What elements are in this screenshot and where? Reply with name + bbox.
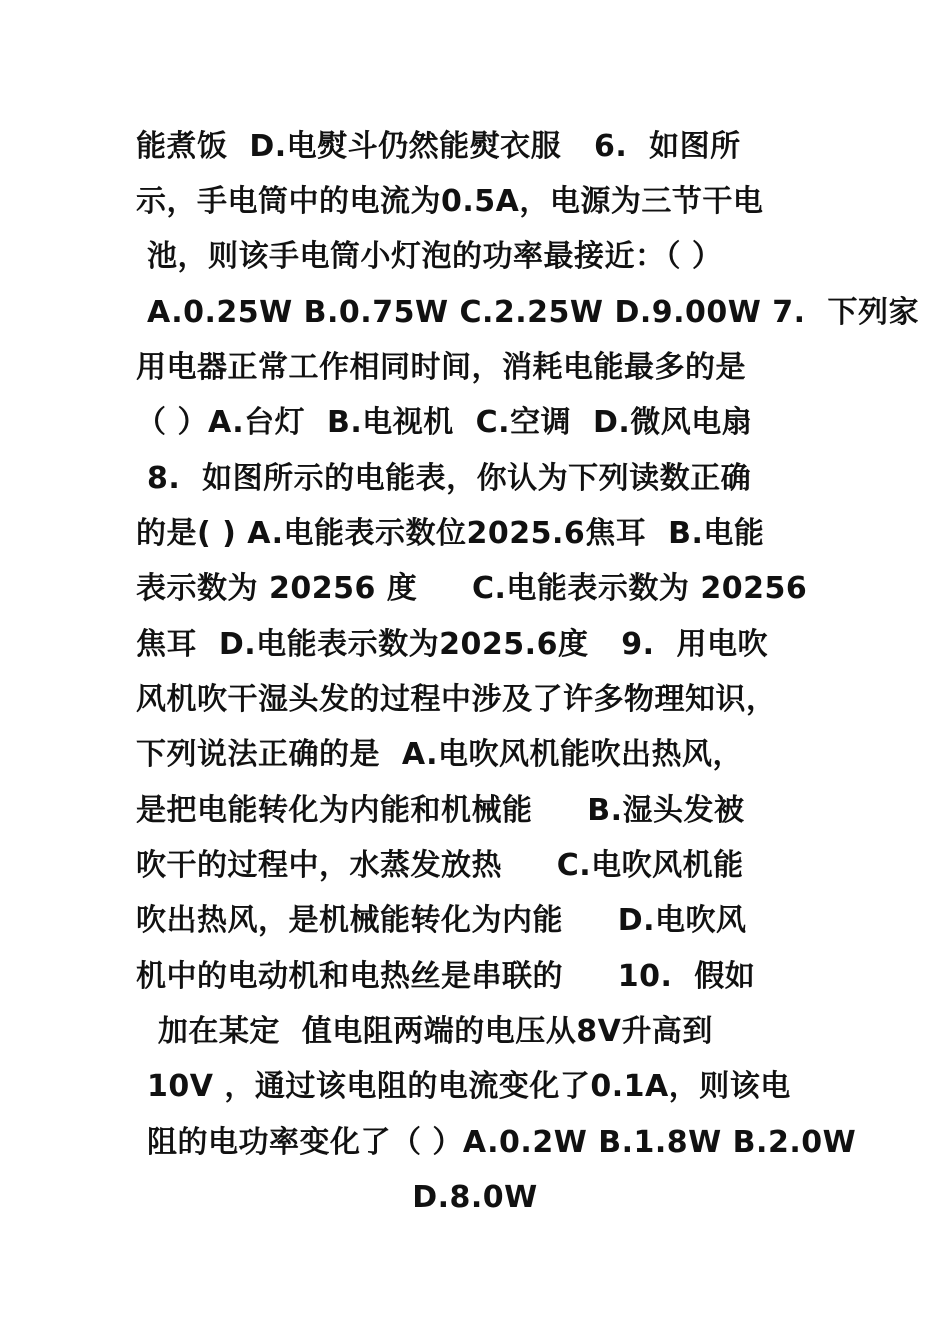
text-line-14: 吹干的过程中，水蒸发放热 C.电吹风机能 bbox=[136, 848, 744, 883]
text-line-11: 风机吹干湿头发的过程中涉及了许多物理知识， bbox=[136, 682, 777, 717]
text-line-18: 10V ，通过该电阻的电流变化了0.1A，则该电 bbox=[136, 1069, 791, 1104]
text-line-2: 示，手电筒中的电流为0.5A，电源为三节干电 bbox=[136, 184, 764, 219]
text-line-20: D.8.0W bbox=[412, 1180, 538, 1215]
text-line-7: 8. 如图所示的电能表，你认为下列读数正确 bbox=[136, 461, 752, 496]
text-line-17: 加在某定 值电阻两端的电压从8V升高到 bbox=[136, 1014, 713, 1049]
text-line-5: 用电器正常工作相同时间，消耗电能最多的是 bbox=[136, 350, 746, 385]
text-line-9: 表示数为 20256 度 C.电能表示数为 20256 bbox=[136, 571, 808, 606]
text-line-15: 吹出热风，是机械能转化为内能 D.电吹风 bbox=[136, 903, 747, 938]
text-line-12: 下列说法正确的是 A.电吹风机能吹出热风， bbox=[136, 737, 744, 772]
text-line-1: 能煮饭 D.电熨斗仍然能熨衣服 6. 如图所 bbox=[136, 129, 741, 164]
text-line-16: 机中的电动机和电热丝是串联的 10. 假如 bbox=[136, 959, 756, 994]
text-line-10: 焦耳 D.电能表示数为2025.6度 9. 用电吹 bbox=[136, 627, 768, 662]
text-line-3: 池，则该手电筒小灯泡的功率最接近：（ ） bbox=[136, 239, 723, 274]
text-line-8: 的是( ) A.电能表示数位2025.6焦耳 B.电能 bbox=[136, 516, 765, 551]
text-line-6: （ ）A.台灯 B.电视机 C.空调 D.微风电扇 bbox=[136, 405, 753, 440]
text-line-13: 是把电能转化为内能和机械能 B.湿头发被 bbox=[136, 793, 745, 828]
text-line-4: A.0.25W B.0.75W C.2.25W D.9.00W 7. 下列家 bbox=[136, 295, 919, 330]
text-line-19: 阻的电功率变化了（ ）A.0.2W B.1.8W B.2.0W bbox=[136, 1125, 857, 1160]
